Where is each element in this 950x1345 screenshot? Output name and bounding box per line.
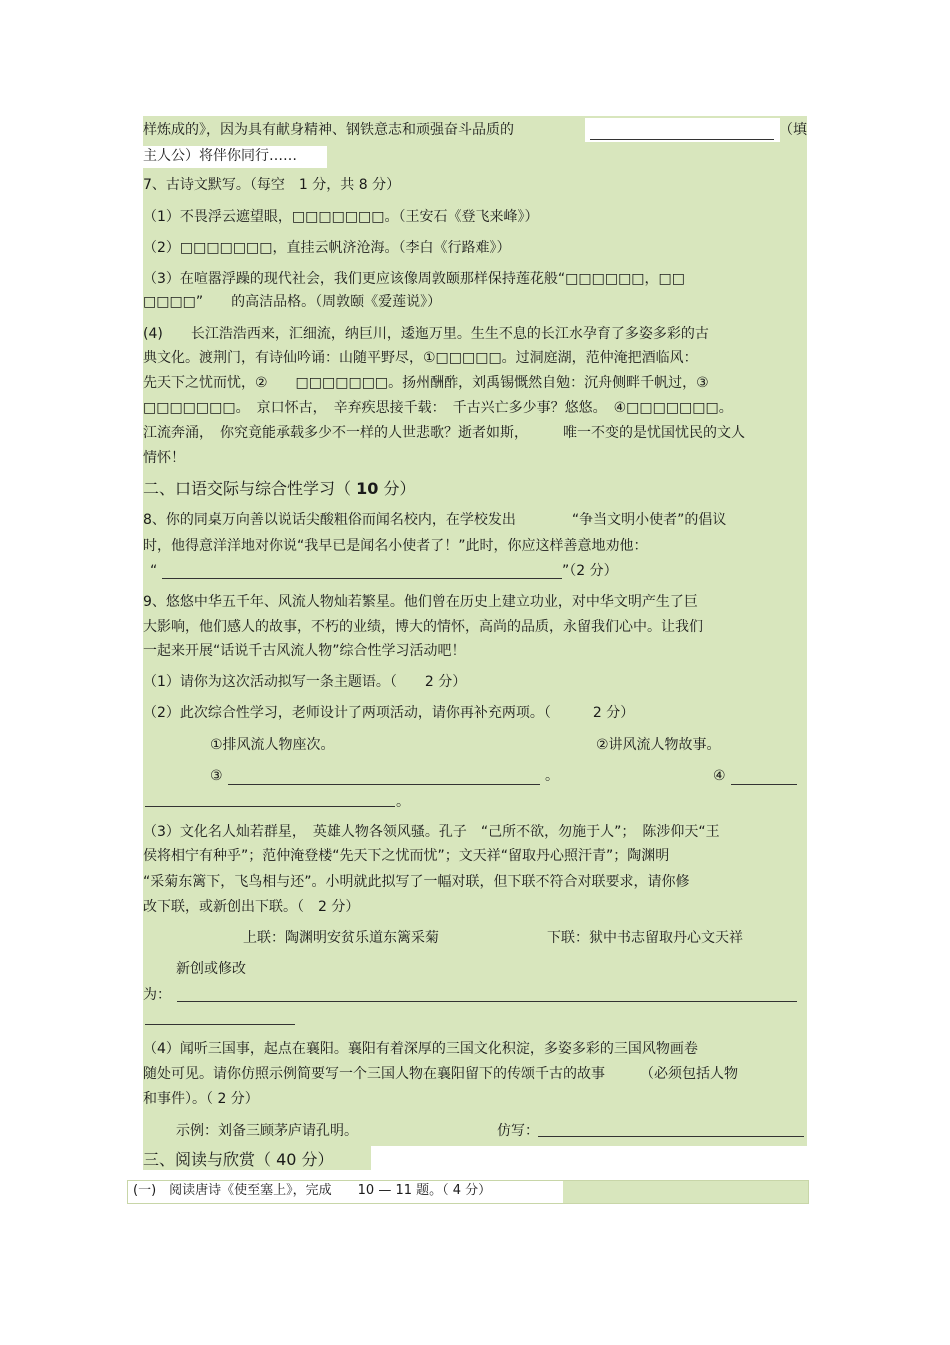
text-line: 主人公）将伴你同行…… <box>143 148 297 164</box>
section-3-title: 三、阅读与欣赏（ 40 分） <box>143 1150 334 1169</box>
reading-part-1-title: (一) 阅读唐诗《使至塞上》，完成 10 — 11 题。（ 4 分） <box>133 1183 492 1198</box>
activity-4-label: ④ <box>713 768 726 784</box>
question-7-item-4-cont: 典文化。渡荆门，有诗仙吟诵：山随平野尽，①□□□□□。过洞庭湖，范仲淹把酒临风： <box>143 350 698 366</box>
question-9-cont: 大影响，他们感人的故事，不朽的业绩，博大的情怀，高尚的品质，永留我们心中。让我们 <box>143 619 703 635</box>
new-couplet-label: 新创或修改 <box>176 961 246 977</box>
question-9-sub-2: （2）此次综合性学习，老师设计了两项活动，请你再补充两项。（ 2 分） <box>143 705 635 721</box>
question-7-item-4-cont: □□□□□□□。 京口怀古， 辛弃疾思接千载： 千古兴亡多少事？悠悠。 ④□□□□□□□。 <box>143 400 733 416</box>
question-8-cont: 时，他得意洋洋地对你说“我早已是闻名小使者了！”此时，你应这样善意地劝他： <box>143 538 648 554</box>
answer-blank[interactable] <box>731 770 797 785</box>
question-9: 9、悠悠中华五千年、风流人物灿若繁星。他们曾在历史上建立功业，对中华文明产生了巨 <box>143 594 698 610</box>
answer-blank[interactable] <box>590 125 774 140</box>
answer-blank[interactable] <box>177 987 797 1002</box>
activity-3-end: 。 <box>545 768 559 784</box>
text-fragment: （填 <box>779 122 807 138</box>
couplet-lower: 下联：狱中书志留取丹心文天祥 <box>547 930 743 946</box>
text-fragment: 样炼成的》，因为具有献身精神、钢铁意志和顽强奋斗品质的 <box>143 122 514 138</box>
section-score-unit: 分） <box>383 479 416 498</box>
activity-3-label: ③ <box>210 768 223 784</box>
question-7-item-4-cont: 情怀！ <box>143 450 185 466</box>
text-line <box>779 120 807 140</box>
question-9-sub-4-cont: 随处可见。请你仿照示例简要写一个三国人物在襄阳留下的传颂千古的故事 （必须包括人物 <box>143 1066 738 1082</box>
activity-1: ①排风流人物座次。 <box>210 737 335 753</box>
question-7-item-3: （3）在喧嚣浮躁的现代社会，我们更应该像周敦颐那样保持莲花般“□□□□□□，□□ <box>143 271 685 287</box>
section-title-text: 二、口语交际与综合性学习（ <box>143 479 352 498</box>
answer-blank[interactable] <box>162 564 562 579</box>
question-9-sub-4-cont: 和事件）。（ 2 分） <box>143 1091 259 1107</box>
question-9-sub-3-cont: 改下联，或新创出下联。（ 2 分） <box>143 899 360 915</box>
question-8-answer-open: “ <box>150 563 158 579</box>
activity-2: ②讲风流人物故事。 <box>596 737 721 753</box>
question-7-item-4-cont: 江流奔涌， 你究竟能承载多少不一样的人世悲歌？逝者如斯， 唯一不变的是忧国忧民的文人 <box>143 425 745 441</box>
question-7-item-2: （2）□□□□□□□，直挂云帆济沧海。（李白《行路难》） <box>143 240 511 256</box>
example-text: 示例：刘备三顾茅庐请孔明。 <box>176 1123 358 1139</box>
white-patch-sec3 <box>371 1146 807 1170</box>
question-9-sub-3: （3）文化名人灿若群星， 英雄人物各领风骚。孔子 “己所不欲，勿施于人”； 陈涉仰天“王 <box>143 824 720 840</box>
imitate-label: 仿写： <box>497 1123 539 1139</box>
question-9-sub-1: （1）请你为这次活动拟写一条主题语。（ 2 分） <box>143 674 467 690</box>
section-score: 10 <box>356 479 379 498</box>
text-line <box>143 120 514 140</box>
question-7-item-3-cont: □□□□” 的高洁品格。（周敦颐《爱莲说》） <box>143 294 442 310</box>
new-couplet-label-cont: 为： <box>143 987 171 1003</box>
question-7-item-1: （1）不畏浮云遮望眼，□□□□□□□。（王安石《登飞来峰》） <box>143 209 539 225</box>
question-7-item-4-cont: 先天下之忧而忧，② □□□□□□□。扬州酬酢，刘禹锡慨然自勉：沉舟侧畔千帆过，③ <box>143 375 709 391</box>
question-7-title: 7、古诗文默写。（每空 1 分，共 8 分） <box>143 177 401 193</box>
activity-4-end: 。 <box>396 794 410 810</box>
couplet-upper: 上联：陶渊明安贫乐道东篱采菊 <box>243 930 439 946</box>
question-7-item-4: (4) 长江浩浩西来，汇细流，纳巨川，逶迤万里。生生不息的长江水孕育了多姿多彩的古 <box>143 326 709 342</box>
answer-blank[interactable] <box>538 1122 804 1137</box>
answer-blank[interactable] <box>145 1010 295 1025</box>
question-9-cont: 一起来开展“话说千古风流人物”综合性学习活动吧！ <box>143 643 466 659</box>
question-9-sub-4: （4）闻听三国事，起点在襄阳。襄阳有着深厚的三国文化积淀，多姿多彩的三国风物画卷 <box>143 1041 698 1057</box>
answer-blank[interactable] <box>145 792 395 807</box>
question-9-sub-3-cont: “采菊东篱下，飞鸟相与还”。小明就此拟写了一幅对联，但下联不符合对联要求，请你修 <box>143 874 690 890</box>
question-8: 8、你的同桌万向善以说话尖酸粗俗而闻名校内，在学校发出 “争当文明小使者”的倡议 <box>143 512 727 528</box>
question-8-answer-close: ”（2 分） <box>562 563 618 579</box>
section-2-title <box>143 479 415 499</box>
answer-blank[interactable] <box>228 770 540 785</box>
question-9-sub-3-cont: 侯将相宁有种乎”；范仲淹登楼“先天下之忧而忧”；文天祥“留取丹心照汗青”；陶渊明 <box>143 848 670 864</box>
